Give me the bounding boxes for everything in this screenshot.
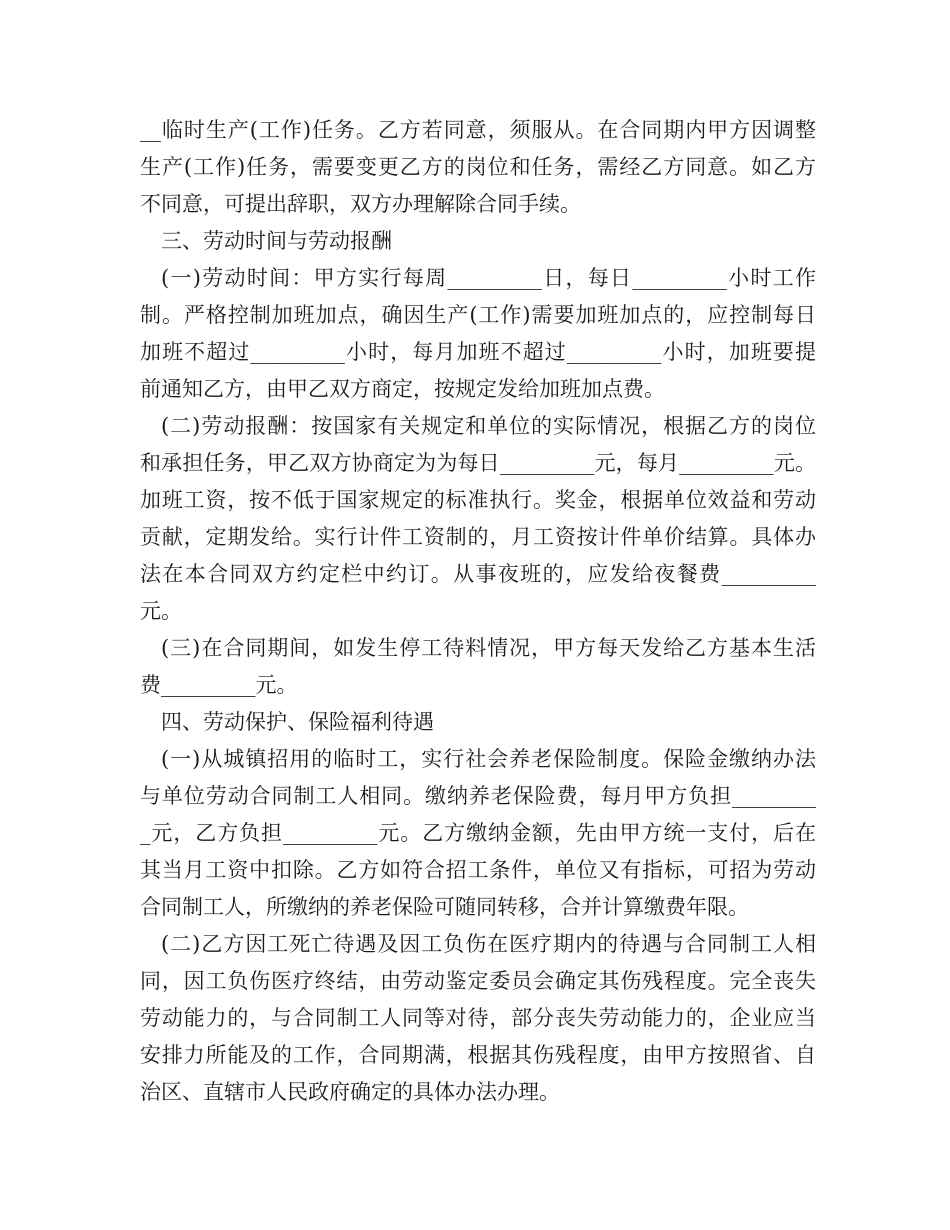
text-line: 生产(工作)任务，需要变更乙方的岗位和任务，需经乙方同意。如乙方	[140, 155, 816, 179]
text-line: 法在本合同双方约定栏中约订。从事夜班的，应发给夜餐费_________	[140, 562, 816, 586]
text-line: 和承担任务，甲乙双方协商定为为每日_________元，每月_________元。	[140, 451, 816, 475]
text-line: 不同意，可提出辞职，双方办理解除合同手续。	[140, 192, 581, 216]
text-line: 四、劳动保护、保险福利待遇	[161, 710, 434, 734]
text-line: _元，乙方负担_________元。乙方缴纳金额，先由甲方统一支付，后在	[140, 821, 816, 845]
text-line: 贡献，定期发给。实行计件工资制的，月工资按计件单价结算。具体办	[140, 525, 816, 549]
text-line: 其当月工资中扣除。乙方如符合招工条件，单位又有指标，可招为劳动	[140, 858, 816, 882]
text-line: (一)劳动时间：甲方实行每周_________日，每日_________小时工作	[161, 266, 816, 290]
text-line: (二)劳动报酬：按国家有关规定和单位的实际情况，根据乙方的岗位	[161, 414, 816, 438]
text-line: (二)乙方因工死亡待遇及因工负伤在医疗期内的待遇与合同制工人相	[161, 932, 816, 956]
text-line: 加班不超过_________小时，每月加班不超过_________小时，加班要提	[140, 340, 816, 364]
text-line: 元。	[140, 599, 182, 623]
text-line: 同，因工负伤医疗终结，由劳动鉴定委员会确定其伤残程度。完全丧失	[140, 969, 816, 993]
text-line: 三、劳动时间与劳动报酬	[161, 229, 392, 253]
text-line: 制。严格控制加班加点，确因生产(工作)需要加班加点的，应控制每日	[140, 303, 816, 327]
text-line: (一)从城镇招用的临时工，实行社会养老保险制度。保险金缴纳办法	[161, 747, 816, 771]
text-line: 前通知乙方，由甲乙双方商定，按规定发给加班加点费。	[140, 377, 665, 401]
text-line: (三)在合同期间，如发生停工待料情况，甲方每天发给乙方基本生活	[161, 636, 816, 660]
document-body	[140, 112, 816, 1111]
text-line: 安排力所能及的工作，合同期满，根据其伤残程度，由甲方按照省、自	[140, 1043, 816, 1067]
text-line: 劳动能力的，与合同制工人同等对待，部分丧失劳动能力的，企业应当	[140, 1006, 816, 1030]
text-line: 加班工资，按不低于国家规定的标准执行。奖金，根据单位效益和劳动	[140, 488, 816, 512]
text-line: __临时生产(工作)任务。乙方若同意，须服从。在合同期内甲方因调整	[140, 118, 816, 142]
text-line: 治区、直辖市人民政府确定的具体办法办理。	[140, 1080, 560, 1104]
text-line: 费_________元。	[140, 673, 298, 697]
text-line: 合同制工人，所缴纳的养老保险可随同转移，合并计算缴费年限。	[140, 895, 749, 919]
text-line: 与单位劳动合同制工人相同。缴纳养老保险费，每月甲方负担________	[140, 784, 816, 808]
